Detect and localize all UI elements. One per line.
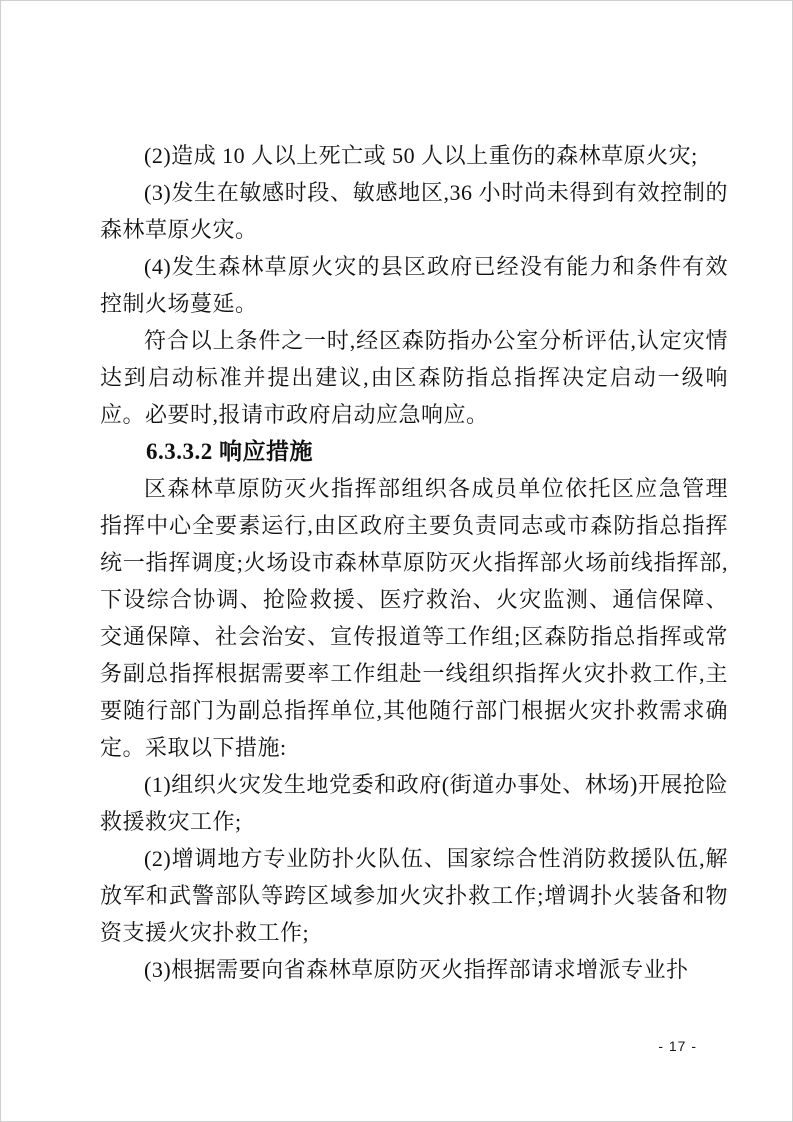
paragraph-criterion-3: (3)发生在敏感时段、敏感地区,36 小时尚未得到有效控制的森林草原火灾。 [100,180,728,242]
paragraph-response-measures-intro: 区森林草原防灭火指挥部组织各成员单位依托区应急管理指挥中心全要素运行,由区政府主要负责同志或市森防指总指挥统一指挥调度;火场设市森林草原防灭火指挥部火场前线指挥部,下设综合协调、抢险救援、医疗救治、火灾监测、通信保障、交通保障、社会治安、宣传报道等工作组;区森防指总指挥或常务副总指挥根据需要率工作组赴一线组织指挥火灾扑救工作,主要随行部门为副总指挥单位,其他随行部门根据火灾扑救需求确定。采取以下措施: [100,476,728,760]
page-content [100,137,728,988]
paragraph-measure-1: (1)组织火灾发生地党委和政府(街道办事处、林场)开展抢险救援救灾工作; [100,772,728,834]
page-number: - 17 - [658,1038,697,1054]
paragraph-criterion-2: (2)造成 10 人以上死亡或 50 人以上重伤的森林草原火灾; [144,143,698,168]
paragraph-activation-condition: 符合以上条件之一时,经区森防指办公室分析评估,认定灾情达到启动标准并提出建议,由区森防指总指挥决定启动一级响应。必要时,报请市政府启动应急响应。 [100,328,728,427]
section-heading: 6.3.3.2 响应措施 [146,439,313,464]
paragraph-measure-2: (2)增调地方专业防扑火队伍、国家综合性消防救援队伍,解放军和武警部队等跨区域参加火灾扑救工作;增调扑火装备和物资支援火灾扑救工作; [100,846,728,945]
paragraph-criterion-4: (4)发生森林草原火灾的县区政府已经没有能力和条件有效控制火场蔓延。 [100,254,728,316]
paragraph-measure-3: (3)根据需要向省森林草原防灭火指挥部请求增派专业扑 [144,957,689,982]
